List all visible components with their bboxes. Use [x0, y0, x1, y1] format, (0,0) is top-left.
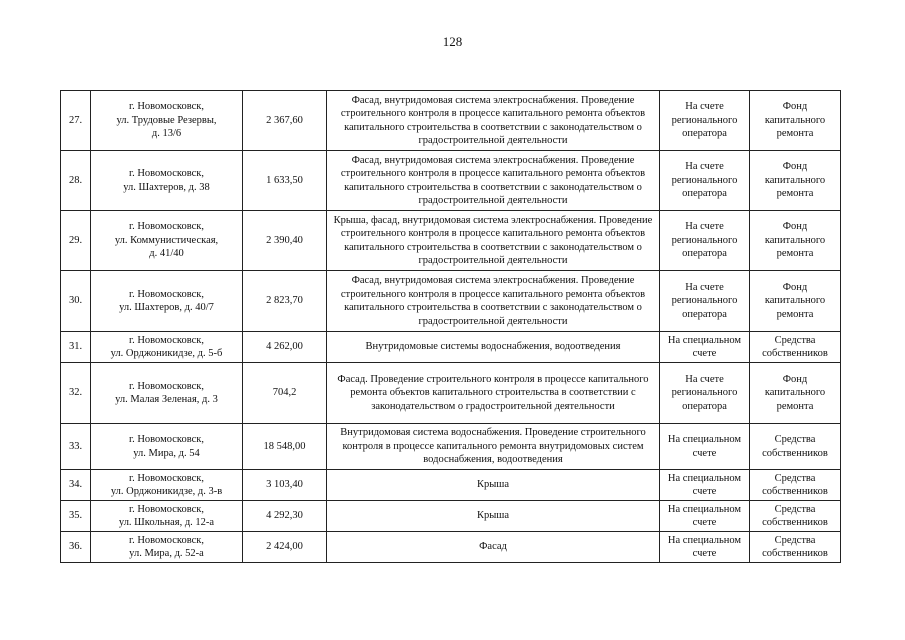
row-funding-source: Фонд капитального ремонта [750, 271, 841, 332]
row-account: На счете регионального оператора [660, 271, 750, 332]
table-row [61, 151, 841, 211]
row-works: Крыша, фасад, внутридомовая система электроснабжения. Проведение строительного контроля в процессе капитального ремонта объектов капитального строительства в соответствии с законодательством о градостроительной деятельности [327, 211, 660, 271]
row-works: Фасад, внутридомовая система электроснабжения. Проведение строительного контроля в процессе капитального ремонта объектов капитального строительства в соответствии с законодательством о градостроительной деятельности [327, 151, 660, 211]
capital-repair-table [60, 90, 841, 563]
row-cost: 1 633,50 [243, 151, 327, 211]
table-row [61, 532, 841, 563]
table-row [61, 470, 841, 501]
row-funding-source: Средства собственников [750, 470, 841, 501]
row-address: г. Новомосковск, ул. Трудовые Резервы, д. 13/6 [91, 91, 243, 151]
row-works: Внутридомовая система водоснабжения. Проведение строительного контроля в процессе капитального ремонта внутридомовых систем водоснабжения, водоотведения [327, 424, 660, 470]
row-works: Крыша [327, 501, 660, 532]
page-number: 128 [442, 34, 463, 49]
row-funding-source: Средства собственников [750, 424, 841, 470]
row-funding-source: Средства собственников [750, 532, 841, 563]
row-cost: 3 103,40 [243, 470, 327, 501]
row-cost: 2 424,00 [243, 532, 327, 563]
row-funding-source: Средства собственников [750, 332, 841, 363]
row-number: 36. [61, 532, 91, 563]
table-row [61, 501, 841, 532]
row-address: г. Новомосковск, ул. Орджоникидзе, д. 3-в [91, 470, 243, 501]
row-address: г. Новомосковск, ул. Малая Зеленая, д. 3 [91, 363, 243, 424]
row-number: 32. [61, 363, 91, 424]
row-account: На специальном счете [660, 501, 750, 532]
row-number: 28. [61, 151, 91, 211]
table-row [61, 271, 841, 332]
row-account: На специальном счете [660, 470, 750, 501]
row-funding-source: Фонд капитального ремонта [750, 211, 841, 271]
row-number: 35. [61, 501, 91, 532]
row-works: Фасад, внутридомовая система электроснабжения. Проведение строительного контроля в процессе капитального ремонта объектов капитального строительства в соответствии с законодательством о градостроительной деятельности [327, 91, 660, 151]
row-account: На счете регионального оператора [660, 151, 750, 211]
table-row [61, 211, 841, 271]
row-cost: 4 262,00 [243, 332, 327, 363]
row-number: 34. [61, 470, 91, 501]
row-cost: 18 548,00 [243, 424, 327, 470]
row-number: 33. [61, 424, 91, 470]
row-address: г. Новомосковск, ул. Коммунистическая, д. 41/40 [91, 211, 243, 271]
row-works: Фасад. Проведение строительного контроля в процессе капитального ремонта объектов капитального строительства в соответствии с законодательством о градостроительной деятельности [327, 363, 660, 424]
row-number: 27. [61, 91, 91, 151]
row-works: Фасад [327, 532, 660, 563]
row-works: Крыша [327, 470, 660, 501]
row-account: На счете регионального оператора [660, 211, 750, 271]
table-row [61, 332, 841, 363]
row-account: На специальном счете [660, 424, 750, 470]
row-funding-source: Фонд капитального ремонта [750, 151, 841, 211]
row-account: На специальном счете [660, 532, 750, 563]
row-address: г. Новомосковск, ул. Орджоникидзе, д. 5-б [91, 332, 243, 363]
row-address: г. Новомосковск, ул. Шахтеров, д. 38 [91, 151, 243, 211]
table-row [61, 424, 841, 470]
row-works: Внутридомовые системы водоснабжения, водоотведения [327, 332, 660, 363]
row-number: 31. [61, 332, 91, 363]
row-funding-source: Фонд капитального ремонта [750, 91, 841, 151]
row-account: На счете регионального оператора [660, 363, 750, 424]
row-account: На специальном счете [660, 332, 750, 363]
row-address: г. Новомосковск, ул. Мира, д. 54 [91, 424, 243, 470]
row-number: 30. [61, 271, 91, 332]
row-cost: 2 823,70 [243, 271, 327, 332]
table-row [61, 363, 841, 424]
row-works: Фасад, внутридомовая система электроснабжения. Проведение строительного контроля в процессе капитального ремонта объектов капитального строительства в соответствии с законодательством о градостроительной деятельности [327, 271, 660, 332]
row-cost: 704,2 [243, 363, 327, 424]
row-cost: 2 367,60 [243, 91, 327, 151]
row-number: 29. [61, 211, 91, 271]
row-address: г. Новомосковск, ул. Шахтеров, д. 40/7 [91, 271, 243, 332]
row-cost: 2 390,40 [243, 211, 327, 271]
row-address: г. Новомосковск, ул. Школьная, д. 12-а [91, 501, 243, 532]
row-address: г. Новомосковск, ул. Мира, д. 52-а [91, 532, 243, 563]
row-cost: 4 292,30 [243, 501, 327, 532]
row-funding-source: Фонд капитального ремонта [750, 363, 841, 424]
row-account: На счете регионального оператора [660, 91, 750, 151]
table-row [61, 91, 841, 151]
table-body [61, 91, 841, 563]
row-funding-source: Средства собственников [750, 501, 841, 532]
